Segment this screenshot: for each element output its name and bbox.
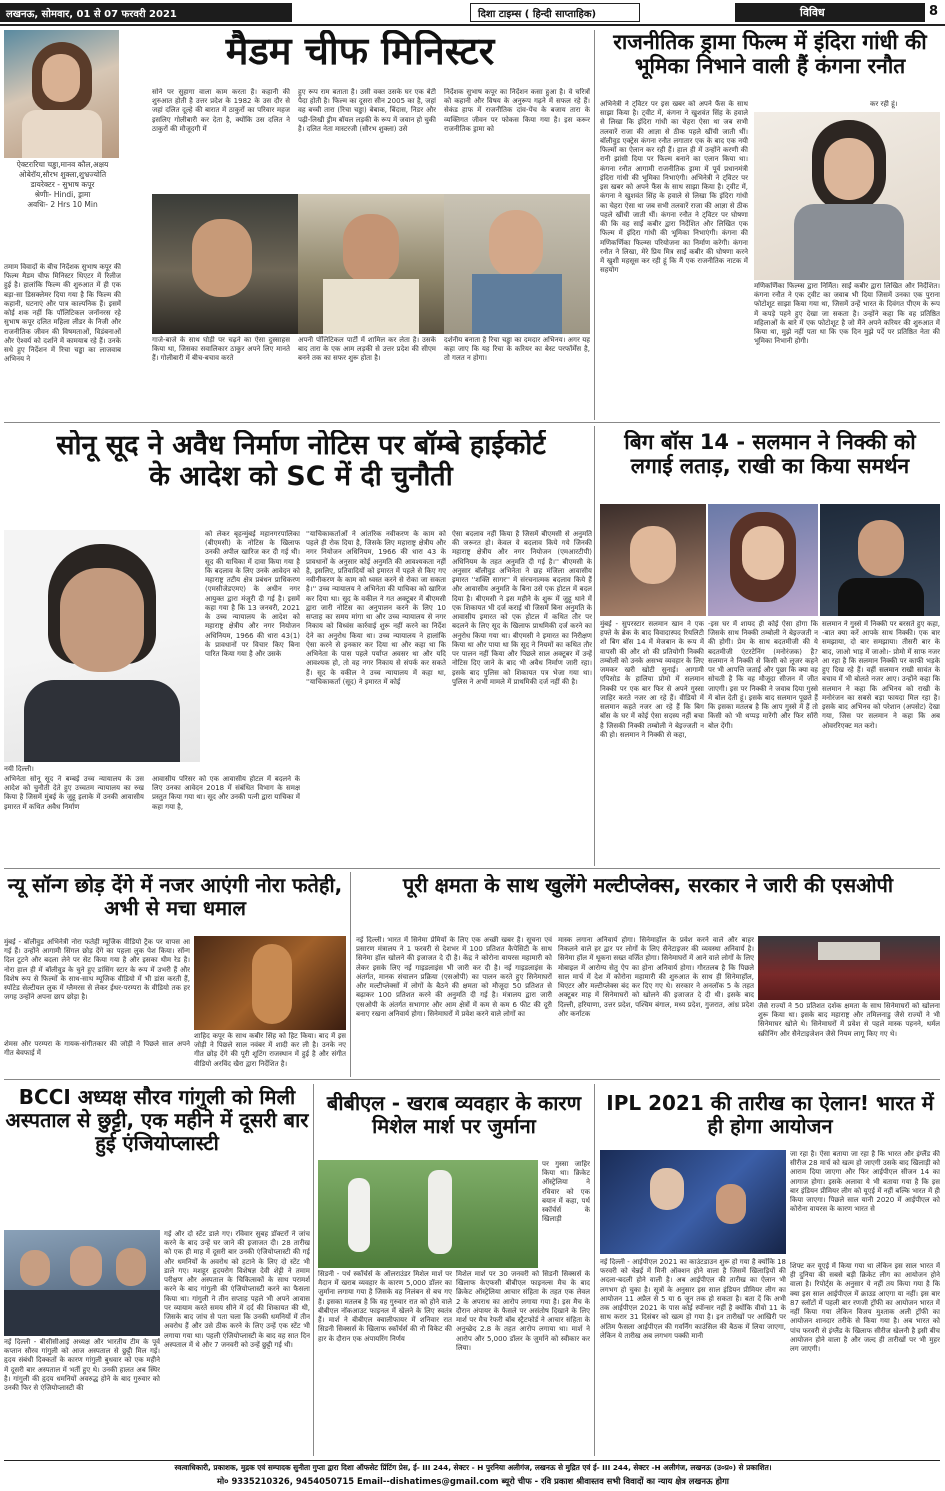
madam-cm-below1: गाजे-बाजे के साथ घोड़ी पर चढ़ने का ऐसा दुस्साहस किया था, जिसका सवालिकार ठाकुर अपने लिए मानते हैं। गोलीबारी में बीच-बचाव करते [152,336,290,363]
still3-body [472,274,562,334]
marsh-col1: सिडनी - पर्थ स्कॉर्चर्स के ऑलराउंडर मिशेल मार्श पर मैदान में खराब व्यवहार के कारण 5,000 डॉलर का जुर्माना लगाया गया है जिसके वह निलंबन से बच गए हैं। इसका मतलब है कि वह गुरुवार रात को होने वाले बीबीएल नॉकआउट फाइनल में खेलने के लिए स्वतंत्र हैं। मार्श ने बीबीएल क्वालीफायर में शनिवार रात सिडनी सिक्सर्स के खिलाफ स्कॉर्चर्स की नौ विकेट की हार के दौरान एक अंपायरिंग निर्णय [318,1270,452,1343]
bigg-boss-col2: -इस घर में शायद ही कोई ऐसा होगा कि जिसके साथ निक्की तम्बोली ने बेइज्जती न की होगी। प्रेम के साथ बदतमीजी की ये बदतमीजी एंटरटेनिंग (मनोरंजक) है? सलमान ने निक्की से किसी को लूजर कहने पर भी आपत्ति जताई और पूछा कि क्या वह सोचती है कि वह मौजूदा सीजन में जीत जाएगी। इस पर निक्की ने जवाब दिया गुस्से में बोल देती हूं। इसके बाद सलमान पूछते हैं कि इसका मतलब है कि आप गुस्से में हैं तो किसी को भी थप्पड़ मारेंगी और फिर सॉरी बोल देंगी। [708,620,818,730]
nora-headline: न्यू सॉन्ग छोड़ देंगे में नजर आएंगी नोरा फतेही, अभी से मचा धमाल [7,874,343,920]
sonu-face [60,568,144,672]
still1-face [192,219,252,297]
ganguly-caption: नई दिल्ली - बीसीसीआई अध्यक्ष और भारतीय टीम के पूर्व कप्तान सौरव गांगुली को आज अस्पताल से छुट्टी मिल गई। हृदय संबंधी दिक्कतों के कारण गांगुली बुधवार को एक महीने में दूसरी बार अस्पताल में भर्ती हुए थे। उनकी हालत अब स्थिर है। गांगुली की हृदय धमनियों अवरुद्ध होने के बाद गुरुवार को उनकी फिर से एंजियोप्लास्टी की [4,1338,160,1393]
divider-h1 [4,422,940,423]
multiplex-headline: पूरी क्षमता के साथ खुलेंगे मल्टीप्लेक्स, सरकार ने जारी की एसओपी [402,874,894,897]
film-still-3 [444,194,590,334]
ipl-photo [600,1150,786,1254]
kangana-photo [754,112,940,280]
ipl-col1: नई दिल्ली - आईपीएल 2021 का काउंटडाउन शुरू हो गया है क्योंकि 18 फरवरी को चेन्नई में मिनी ऑक्शन होने वाला है जिसमें खिलाड़ियों की अदला-बदली होने वाली है। अब आईपीएल की तारीख का ऐलान भी लगभग हो चुका है। सूत्रों के अनुसार इस साल इंडियन प्रीमियर लीग का आयोजन 11 अप्रैल से 5 या 6 जून तक हो सकता है। बता दें कि अभी तक आईपीएल 2021 के पास कोई स्पॉन्सर नहीं है क्योंकि वीवो 11 के साथ करार 31 दिसंबर को खत्म हो गया है। इन तारीखों पर आखिरी पर अंतिम फैसला आईपीएल की गवर्निंग काउंसिल की बैठक में लिया जाएगा, लेकिन ये तारीख अब लगभग पक्की मानी [600,1258,786,1340]
cinema-hall-photo [758,936,940,1000]
divider-v4 [313,1084,314,1456]
sonu-sood-photo [4,530,200,762]
kangana-face [824,138,874,200]
marsh-player-2 [428,1170,452,1254]
film-director: डायरेक्टर - सुभाष कपूर [30,179,95,189]
madam-cm-col4: निर्देशक सुभाष कपूर का निर्देशन कसा हुआ है। वे चरित्रों को कहानी और विषय के अनुरूप गढ़ने में सफल रहे हैं। सेकंड हाफ में राजनीतिक दांव-पेंच के बजाय तारा के व्यक्तिगत जीवन पर फोकस किया गया है। इस करूर राजनीतिक ड्रामा को [444,88,590,133]
multiplex-col3: जैसे राज्यों ने 50 प्रतिशत दर्शक क्षमता के साथ सिनेमाघरों को खोलना शुरू किया था। इसके बाद महाराष्ट्र और तमिलनाडु जैसे राज्यों ने भी सिनेमाघर खोले थे। सिनेमाघरों में प्रवेश से पहले मास्क पहनने, थर्मल स्क्रीनिंग और सैनेटाइजेशन जैसे नियम लागू किए गए थे। [758,1002,940,1038]
kangana-text-2: मणिकर्णिका फिल्म्स द्वारा निर्मित। साईं कबीर द्वारा लिखित और निर्देशित। कंगना रनौत ने एक ट्वीट का जवाब भी दिया जिसमें उनका एक पुराना फोटोशूट साझा किया गया था, जिसमें उन्हें भारत के दिवंगत पीएम के रूप में कपड़े पहने हुए देखा जा सकता है। उन्होंने कहा कि वह प्रतिष्ठित महिलाओं के बारे में एक फोटोशूट है जो मैंने अपने करियर की शुरुआत में किया था, मुझे नहीं पता था कि एक दिन मुझे पर्दे पर प्रतिष्ठित नेता की भूमिका निभानी होगी। [754,282,940,346]
kangana-text-r1: कर रही हूं। [870,100,898,108]
masthead-title: दिशा टाइम्स ( हिन्दी साप्ताहिक) [478,9,597,20]
ganguly-person-3 [116,1248,146,1286]
nora-photo [194,936,346,1030]
madam-cm-below3: दर्शनीय बनाता है रिचा चड्ढा का दमदार अभिनय। अगर यह कहा जाए कि यह रिचा के करियर का बेस्ट परफॉर्मेंस है, तो गलत न होगा। [444,336,590,363]
salman-suit [838,578,924,616]
footer-line-2: मो० 9335210326, 9454050715 Email--dishatimes@gmail.com ब्यूरो चीफ - रवि प्रकाश श्रीवास्तव सभी विवादों का न्याय क्षेत्र लखनऊ होगा [217,1476,729,1486]
marsh-headline: बीबीएल - खराब व्यवहार के कारण मिशेल मार्श पर जुर्माना [326,1092,582,1138]
cinema-screen [818,942,880,960]
footer-rule [4,1460,940,1461]
ipl-headline: IPL 2021 की तारीख का ऐलान! भारत में ही होगा आयोजन [606,1092,934,1138]
masthead-page-number: 8 [929,4,939,19]
sonu-sood-col2-bottom: आवासीय परिसर को एक आवासीय होटल में बदलने के लिए उनका आवेदन 2018 में संबंधित विभाग के समक्ष प्रस्तुत किया गया था। सूद और उनकी पत्नी द्वारा याचिका में कहा गया है, [152,775,300,811]
masthead-section-bar [735,3,925,22]
bigg-boss-col3: सलमान ने गुस्से में निक्की पर बरसते हुए कहा, -बात क्या करें आपके साथ निक्की। एक बार समझाया, दो बार समझाया। तीसरी बार के बाद, जाओ भाड़ में जाओ।- प्रोमो में साफ नजर आ रहा है कि सलमान निक्की पर काफी भड़के हुए दिख रहे हैं। वहीं सलमान राखी सावंत के बचाव में भी बोलते नजर आए। उन्होंने कहा कि सलमान ने कहा कि अभिनव को राखी के मनोरंजन का सबसे बड़ा फायदा मिल रहा है। इसके बाद अभिनव को परेशान (अपसेट) देखा गया, जिस पर सलमान ने कहा कि अब ओवररिएक्ट मत करो। [822,620,940,730]
sonu-sood-dateline: नयी दिल्ली। [4,765,34,773]
marsh-player-1 [348,1178,370,1252]
nikki-photo [600,504,706,616]
marsh-col2: मिशेल मार्श पर 30 जनवरी को सिडनी सिक्सर्स के खिलाफ केएफसी बीबीएल फाइनल्स मैच के बाद क्रिकेट ऑस्ट्रेलिया आचार संहिता के तहत एक लेवल 2 के अपराध का आरोप लगाया गया है। इस मैच के दौरान अंपायर के फैसले पर असंतोष दिखाने के लिए मार्श पर मैच रेफरी बॉब स्ट्रैटफोर्ड ने आचार संहिता के अनुच्छेद 2.8 के तहत आरोप लगाया था। मार्श ने आरोप और 5,000 डॉलर के जुर्माने को स्वीकार कर लिया। [456,1270,590,1352]
salman-face [858,520,904,576]
film-still-2 [298,194,444,334]
kangana-saree [794,204,904,280]
marsh-photo [318,1160,538,1268]
ipl-person-1 [650,1168,684,1210]
kangana-text-1: अभिनेत्री ने ट्विटर पर इस खबर को अपने फैंस के साथ साझा किया है। ट्वीट में, कंगना ने खुशवंत सिंह के हवाले से लिखा कि इंदिरा गांधी का चेहरा ऐसा था जब सभी तलवारें राजा की आज्ञा से ठीक पहले खींची जाती थीं। बॉलीवुड एक्ट्रेस कंगना रनौत लगातार एक के बाद एक नयी फिल्मों का ऐलान कर रही हैं। हाल ही में उन्होंने करणी की रानी झांसी दिया पर फिल्म बनाने का एलान किया था। कंगना रनौत आगामी राजनीतिक ड्रामा में पूर्व प्रधानमंत्री इंदिरा गांधी की भूमिका निभाएंगी। अभिनेत्री ने ट्विटर पर इस खबर को अपने फैंस के साथ साझा किया है। ट्वीट में, कंगना ने खुशवंत सिंह के हवाले से लिखा कि इंदिरा गांधी का चेहरा ऐसा था जब सभी तलवारें राजा की आज्ञा से ठीक पहले खींची जाती थीं। कंगना रनौत ने ट्विटर पर घोषणा की कि वह साईं कबीर द्वारा निर्देशित और लिखित एक फिल्म में इंदिरा गांधी की भूमिका निभाएंगी। कंगना की मणिकर्णिका फिल्म्स परियोजना का निर्माण करेगी। कंगना रनौत ने लिखा, मेरे प्रिय मित्र साईं कबीर की घोषणा करने में खुशी महसूस कर रही हूं कि मैं एक राजनीतिक नाटक में सहयोग [600,100,748,275]
ganguly-person-1 [20,1250,50,1286]
marsh-side: पर गुस्सा जाहिर किया था। क्रिकेट ऑस्ट्रेलिया ने रविवार को एक बयान में कहा, पर्थ स्कॉर्चर्स के खिलाड़ी [542,1160,590,1224]
kangana-headline: राजनीतिक ड्रामा फिल्म में इंदिरा गांधी की भूमिका निभाने वाली हैं कंगना रनौत [613,30,927,79]
film-category: श्रेणीः- Hindi, ड्रामा [34,189,91,199]
nikki-face [630,526,676,584]
still2-body [323,279,419,334]
nora-col1-b: शेमस और परम्परा के गायक-संगीतकार की जोड़ी ने पिछले साल अपने गीत बेवफाई में [4,1040,190,1058]
rakhi-face [742,526,784,580]
salman-photo [820,504,940,616]
richa-chadha-portrait [4,30,119,158]
still2-face [343,214,399,284]
ganguly-photo [4,1230,160,1336]
nora-figure [252,944,292,1024]
film-duration: अवधिः- 2 Hrs 10 Min [27,199,98,209]
divider-v2 [594,426,595,866]
divider-v1 [594,30,595,420]
sonu-sood-col1-bottom: अभिनेता सोनू सूद ने बम्बई उच्च न्यायालय के उस आदेश को चुनौती देते हुए उच्चतम न्यायालय का रुख किया है जिसमें मुंबई के जुहू इलाके में उनकी आवासीय इमारत में कथित अवैध निर्माण [4,775,144,811]
masthead-date: लखनऊ, सोमवार, 01 से 07 फरवरी 2021 [6,9,177,20]
film-info [4,160,121,262]
madam-cm-col3: हुए रूप राम बताता है। उसी वक्त उसके घर एक बेटी पैदा होती है। फिल्म का दूसरा सीन 2005 का है, जहां वह बच्ची तारा (रिचा चड्ढा) बेबाक, बिंदास, निडर और पढ़ी-लिखी ड्रीम बॉयल लड़की के रूप में जवान हो चुकी है। दलित नेता मास्टरजी (सौरभ शुक्ला) उसे [298,88,436,133]
portrait-body [22,110,102,158]
divider-h3 [4,1079,940,1080]
sonu-sood-col4: ऐसा बदलाव नहीं किया है जिसमें बीएमसी से अनुमति की जरूरत हो। केवल वे बदलाव किये गये जिनकी महाराष्ट्र क्षेत्रीय और नगर नियोजन (एमआरटीपी) अधिनियम के तहत अनुमति दी गई है।'' बीएमसी के अनुसार बॉलीवुड अभिनेता ने छह मंजिला आवासीय इमारत ''शक्ति सागर'' में संरचनात्मक बदलाव किये हैं और आवासीय अनुमति के बिना उसे एक होटल में बदल दिया है। बीएमसी ने इस महीने के शुरू में जुहू थाने में एक शिकायत भी दर्ज कराई थी जिसमें बिना अनुमति के आवासीय इमारत को एक होटल में कथित तौर पर बदलने के लिए सूद के खिलाफ प्राथमिकी दर्ज करने का अनुरोध किया गया था। बीएमसी ने इमारत का निरीक्षण किया था और पाया था कि सूद ने नियमों का कथित तौर पर पालन नहीं किया और पिछले साल अक्टूबर में उन्हें नोटिस दिए जाने के बाद भी अवैध निर्माण जारी रहा। इसके बाद पुलिस को शिकायत पत्र भेजा गया था। पुलिस ने अभी मामले में प्राथमिकी दर्ज नहीं की है। [452,530,592,686]
rakhi-photo [708,504,818,616]
madam-cm-col2: सोने पर सुहागा वाला काम करता है। कहानी की शुरुआत होती है उत्तर प्रदेश के 1982 के उस दौर से जहां दलित दूल्हे की बारात में ठाकुरों का परिवार महज इसलिए गोलीबारी कर देता है, क्योंकि उस दलित ने ठाकुरों की मौजूदगी में [152,88,290,133]
multiplex-col2: मास्क लगाना अनिवार्य होगा। सिनेमाहॉल के प्रवेश करने वाले और बाहर निकलने वाले हर द्वार पर लोगों के लिए सैनेटाइजर की व्यवस्था अनिवार्य है। सिनेमा हॉल में थूकना सख्त वर्जित होगा। सिनेमाघरों में आने वाले लोगों के लिए मोबाइल में आरोग्य सेतु ऐप का होना अनिवार्य होगा। गौरतलब है कि पिछले साल मार्च में देश में कोरोना महामारी की शुरुआत के साथ ही सिनेमाहॉल, थिएटर और मल्टीप्लेक्स बंद कर दिए गए थे। सरकार ने अनलॉक 5 के तहत अक्टूबर माह में सिनेमाघरों को खोलने की इजाजत दे दी थी। इसके बाद दिल्ली, हरियाणा, उत्तर प्रदेश, पश्चिम बंगाल, मध्य प्रदेश, गुजरात, आंध्र प्रदेश और कर्नाटक [558,936,754,1018]
film-still-1 [152,194,298,334]
divider-v5 [594,1084,595,1456]
film-review-left: तमाम विवादों के बीच निर्देशक सुभाष कपूर की फिल्म मैडम चीफ मिनिस्टर थिएटर में रिलीज हुई है। हालांकि फिल्म की शुरुआत में ही एक बड़ा-सा डिसक्लेमर दिया गया है कि फिल्म की कहानी, घटनाएं और पात्र काल्पनिक हैं। इसमें कोई शक नहीं कि पॉलिटिकल जनॉनरस रहे सुभाष कपूर दलित महिला लीडर के निजी और राजनीतिक जीवन की विषमताओं, विडंबनाओं और ऐश्वर्य को दर्शाने में कामयाब रहे हैं। उनके सधे हुए निर्देशन में रिचा चड्ढा का लाजवाब अभिनय ने [4,263,121,364]
ipl-person-2 [716,1184,746,1224]
madam-cm-headline: मैडम चीफ मिनिस्टर [225,30,495,73]
multiplex-col1: नई दिल्ली। भारत में सिनेमा प्रेमियों के लिए एक अच्छी खबर है। सूचना एवं प्रसारण मंत्रालय ने 1 फरवरी से देशभर में 100 प्रतिशत कैपेसिटी के साथ सिनेमा हॉल खोलने की इजाजत दे दी है। केंद्र ने कोरोना वायरस महामारी को लेकर इसके लिए नई गाइडलाइंस भी जारी कर दी है। नई गाइडलाइंस के अंतर्गत, मानक संचालन प्रक्रिया (एसओपी) का पालन करते हुए सिनेमाघरों और मल्टीप्लेक्सों में लोगों के बैठने की क्षमता को मौजूदा 50 प्रतिशत से बढ़ाकर 100 प्रतिशत करने की अनुमति दी गई है। मंत्रालय द्वारा जारी एसओपी के अंतर्गत सभागार और आम क्षेत्रों में कम से कम 6 फीट की दूरी बनाए रखना अनिवार्य होगा। सिनेमाघरों में प्रवेश करने वाले लोगों का [356,936,552,1018]
ganguly-person-2 [70,1246,102,1286]
sonu-shirt [24,680,180,762]
nora-col2: शाहिद कपूर के साथ कबीर सिंह को हिट किया। बाद में इस जोड़ी ने पिछले साल नवंबर में शादी कर ली है। उनके नए गीत छोड़ देंगे की पूरी शूटिंग राजस्थान में हुई है और संगीत वीडियो अरविंद खैरा द्वारा निर्देशित है। [194,1032,346,1068]
sonu-sood-col3: ''याचिकाकर्ताओं ने आंतरिक नवीकरण के काम को पहले ही रोक दिया है, जिसके लिए महाराष्ट्र क्षेत्रीय और नगर नियोजन अधिनियम, 1966 की धारा 43 के प्रावधानों के अनुसार कोई अनुमति की आवश्यकता नहीं है, इसलिए, प्रतिवादियों को इमारत में पहले से किए गए नवीनीकरण के काम को ध्वस्त करने से रोका जा सकता है।'' उच्च न्यायालय ने अभिनेता की याचिका को खारिज कर दिया था। सूद के वकील ने गत अक्टूबर में बीएमसी द्वारा जारी नोटिस का अनुपालन करने के लिए 10 सप्ताह का समय मांगा था और उच्च न्यायालय से नगर निकाय को विध्वंस कार्रवाई शुरू नहीं करने का निर्देश देने का अनुरोध किया था। उच्च न्यायालय ने हालांकि ऐसा करने से इनकार कर दिया था और कहा था कि अभिनेता के पास पहले पर्याप्त अवसर था और यदि आवश्यक हो, तो वह नगर निकाय से संपर्क कर सकते हैं। सूद के वकील ने उच्च न्यायालय में कहा था, ''याचिकाकर्ता (सूद) ने इमारत में कोई [306,530,446,686]
bigg-boss-col1: मुंबई - सुपरस्टार सलमान खान ने एक हफ्ते के ब्रेक के बाद विवादास्पद रियलिटी शो बिग बॉस 14 में मेजबान के रूप में वापसी की और शो की प्रतियोगी निक्की तम्बोली को उनके असभ्य व्यवहार के लिए जमकर खरी खोटी सुनाई। आगामी एपिसोड के हालिया प्रोमो में सलमान निक्की पर एक बार फिर से अपने गुस्सा जाहिर करते नजर आ रहे हैं। वीडियो में सलमान कहते नजर आ रहे हैं कि बिग बॉस के घर में कोई ऐसा सदस्य नहीं बचा है जिसकी निक्की तम्बोली ने बेइज्जती न की हो। सलमान ने निक्की से कहा, [600,620,704,739]
masthead [0,0,945,26]
divider-h2 [4,868,940,869]
footer-line-1: स्वत्वाधिकारी, प्रकाशक, मुद्रक एवं सम्पादक सुनीता गुप्ता द्वारा दिशा ऑफसेट प्रिंटिंग प्रेस, ई- III 244, सेक्टर - H पुरनिया अलीगंज, लखनऊ से मुद्रित एवं ई- III 244, सेक्टर -H अलीगंज, लखनऊ (उ०प्र०) से प्रकाशित। [174,1463,772,1472]
ganguly-crowd [4,1290,160,1336]
masthead-section: विविध [800,6,825,19]
sonu-sood-col1-top: को लेकर बृहन्मुंबई महानगरपालिका (बीएमसी) के नोटिस के खिलाफ उनकी अपील खारिज कर दी गई थी। सूद की याचिका में दावा किया गया है कि बदलाव के लिए उनके आवेदन को महाराष्ट्र तटीय क्षेत्र प्रबंधन प्राधिकरण (एमसीजेडएमए) के अधीन नगर आयुक्त द्वारा मंजूरी दी गई है। इसमें कहा गया है कि 13 जनवरी, 2021 के उच्च न्यायालय के आदेश को महाराष्ट्र क्षेत्रीय और नगर नियोजन अधिनियम, 1966 की धारा 43(1) के प्रावधानों पर विचार किए बिना पारित किया गया है और उसके [205,530,300,659]
nora-col1: मुंबई - बॉलीवुड अभिनेत्री नोरा फतेही म्यूजिक वीडियो ट्रैक पर वापस आ गई हैं। उन्होंने आगामी सिंगल छोड़ देंगे का पहला लुक पेश किया। सॉन्ग दिल टूटने और बदला लेने पर सेट किया गया है और इसका थीम रेड है। नोरा हाल ही में बॉलीवुड के चुने हुए डांसिंग स्टार के रूप में उभरी हैं और विशेष रूप से फिल्मों के साथ-साथ म्यूजिक वीडियो में भी डांस करती हैं, स्पॉटेड सेल्टीयल लुक में ग्लैमरस से लेकर ईथर-परम्परा के वीडियो तक हर जगह उन्होंने अपना छाप छोड़ा है। [4,938,190,1002]
ganguly-col2: गई और दो स्टेंट डाले गए। रविवार सुबह डॉक्टरों ने जांच करने के बाद उन्हें घर जाने की इजाजत दी। 28 तारीख को एक ही माह में दूसरी बार उनकी एंजियोप्लास्टी की गई और धमनियों के अवरोध को हटाने के लिए दो स्टेंट भी डाले गए। मशहूर हृदयरोग विशेषज्ञ देवी शेट्टी ने तमाम परीक्षण और अस्पताल के चिकित्सकों के साथ परामर्श करने के बाद गांगुली की एंजियोप्लास्टी करने का फैसला किया था। गांगुली ने तीन सप्ताह पहले भी अपने आवास पर व्यायाम करते समय सीने में दर्द की शिकायत की थी, जिसके बाद जांच से पता चला कि उनकी धमनियों में तीन अवरोध हैं और उसे ठीक करने के लिए उन्हें एक स्टेंट भी लगाया गया था। पहली एंजियोप्लास्टी के बाद वह सात दिन अस्पताल में थे और 7 जनवरी को उन्हें छुट्टी गई थी। [164,1230,310,1349]
film-cast: ऐक्टरःरिचा चड्ढा,मानव कौल,अक्षय ओबेरॉय,सौरभ शुक्ला,शुभ्रज्योति [16,160,109,179]
sonu-sood-headline: सोनू सूद ने अवैध निर्माण नोटिस पर बॉम्बे हाईकोर्ट के आदेश को SC में दी चुनौती [56,430,546,493]
bigg-boss-headline: बिग बॉस 14 - सलमान ने निक्की को लगाई लताड़, राखी का किया समर्थन [624,430,916,479]
still3-face [489,210,543,278]
portrait-face [42,54,80,102]
ipl-side: जा रहा है। ऐसा बताया जा रहा है कि भारत और इंग्लैंड की सीरीज 28 मार्च को खत्म हो जाएगी उसके बाद खिलाड़ी को आराम दिया जाएगा और फिर आईपीएल सीजन 14 का आगाज होगा। इसके अलावा ये भी बताया गया है कि इस बार इंडियन प्रीमियर लीग को यूएई में नहीं बल्कि भारत में ही किया जाएगा। पिछले साल यानी 2020 में आईपीएल को कोरोना वायरस के कारण भारत से [790,1150,940,1214]
ganguly-headline: BCCI अध्यक्ष सौरव गांगुली को मिली अस्पताल से छुट्टी, एक महीने में दूसरी बार हुई एंजियोप्लास्टी [5,1086,309,1155]
ipl-col2: शिफ्ट कर यूएई में किया गया था लेकिन इस साल भारत में ही दुनिया की सबसे बड़ी क्रिकेट लीग का आयोजन होने वाला है। रिपोर्ट्स के अनुसार ये नहीं तय किया गया है कि क्या इस साल आईपीएल में क्राउड आएगा या नहीं। इस बार 87 स्लॉटों में पहली बार रणजी ट्रॉफी का आयोजन भारत में नहीं किया गया लेकिन विजय मुश्ताक अली ट्रॉफी का आयोजन शानदार तरीके से किया गया है। अब भारत को पांच फरवरी से इंग्लैंड के खिलाफ सीरीज खेलनी है इसी बीच आयोजन होने वाला है और जल्द ही तारीखों पर भी मुहर लग जाएगी। [790,1262,940,1354]
divider-v3 [350,872,351,1077]
madam-cm-below2: अपनी पॉलिटिकल पार्टी में शामिल कर लेता है। उसके बाद तारा के एक आम लड़की से उत्तर प्रदेश की सीएम बनने तक का सफर शुरू होता है। [298,336,436,363]
